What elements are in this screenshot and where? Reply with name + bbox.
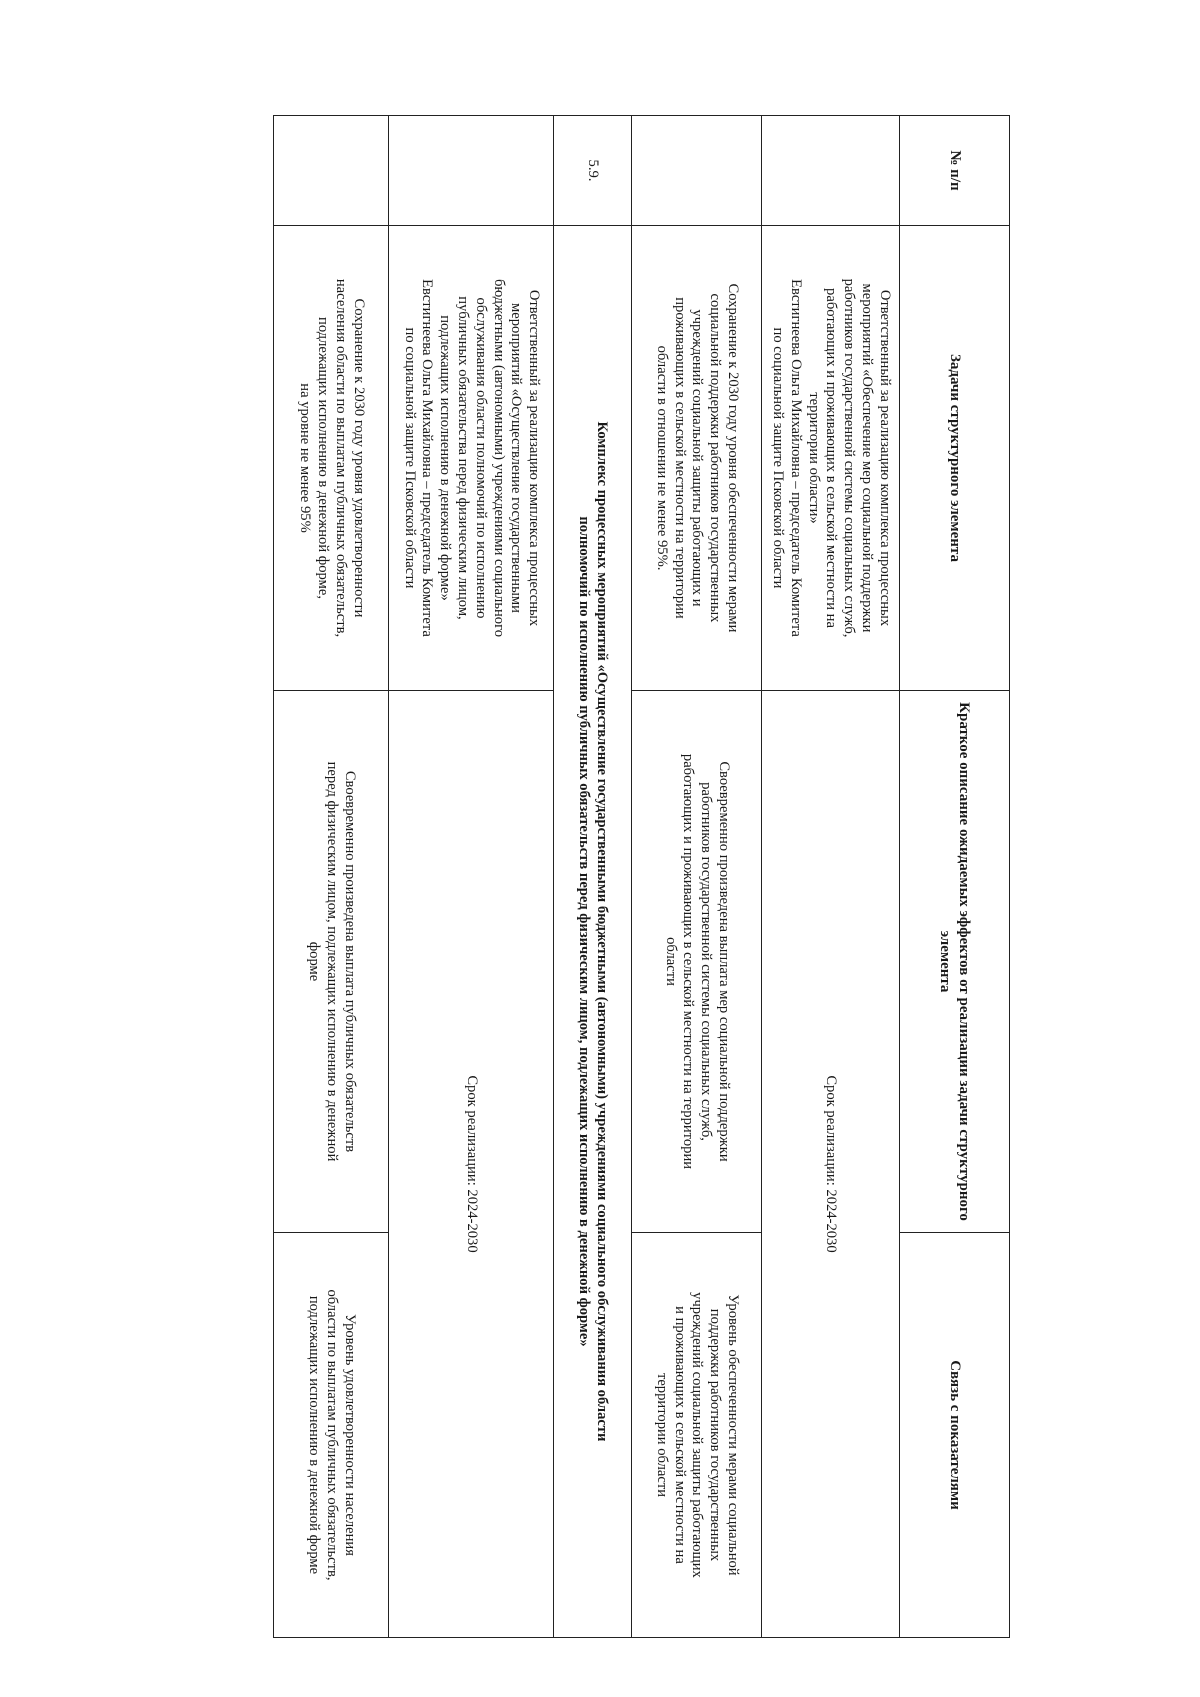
text-line: обслуживания области полномочий по исполнению <box>472 297 489 619</box>
table-row <box>389 116 554 1638</box>
text-line: Своевременно произведена выплата мер социальной поддержки <box>716 761 733 1162</box>
text-line: Уровень удовлетворенности населения <box>341 1314 358 1556</box>
table-header-row <box>900 116 1010 1638</box>
text-line: подлежащих исполнению в денежной форме, <box>315 317 331 599</box>
text-line: проживающих в сельской местности на территории <box>671 297 688 619</box>
text-line: Комплекс процессных мероприятий «Осуществление государственными бюджетными (автономными) учреждениями социального обслуживания области <box>594 421 611 1442</box>
empty-num-cell <box>632 116 762 226</box>
text-line: перед физическим лицом, подлежащих исполнению в денежной <box>323 761 340 1162</box>
text-line: Ответственный за реализацию комплекса процессных <box>526 289 543 627</box>
text-line: Своевременно произведена выплата публичных обязательств <box>341 770 358 1153</box>
text-line: учреждений социальной защиты работающих <box>689 1292 706 1578</box>
text-line: работников государственной системы социальных служб, <box>698 782 715 1141</box>
header-link: Связь с показателями <box>900 1233 1010 1638</box>
text-line: работающих и проживающих в сельской местности на территории <box>680 753 697 1170</box>
text-line: мероприятий «Осуществление государственными <box>508 303 525 613</box>
header-num: № п/п <box>900 116 1010 226</box>
text-line: поддержки работников государственных <box>707 1308 724 1562</box>
structural-elements-table <box>273 115 1010 1638</box>
text-line: территории области <box>653 1372 670 1498</box>
text-line: Евстигнеева Ольга Михайловна – председатель Комитета <box>419 279 436 637</box>
table-row <box>274 116 389 1638</box>
text-line: публичных обязательства перед физическим лицом, <box>455 296 471 620</box>
empty-num-cell <box>274 116 389 226</box>
text-line: Сохранение к 2030 году уровня обеспеченности мерами <box>725 283 741 633</box>
responsible-cell <box>762 226 900 691</box>
text-line: работающих и проживающих в сельской местности на <box>823 288 840 628</box>
text-line: и проживающих в сельской местности на <box>671 1306 688 1564</box>
text-line: подлежащих исполнению в денежной форме» <box>437 315 454 601</box>
section-title <box>554 226 632 1638</box>
text-line: области по выплатам публичных обязательств, <box>323 1289 340 1581</box>
term-cell: Срок реализации: 2024-2030 <box>389 691 554 1638</box>
rotated-document-page <box>274 115 1010 1637</box>
responsible-cell <box>389 226 554 691</box>
task-cell <box>632 226 762 691</box>
text-line: области в отношении не менее 95%. <box>653 345 670 571</box>
text-line: работников государственной системы социальных служб, <box>841 278 858 638</box>
empty-num-cell <box>389 116 554 226</box>
task-cell <box>274 226 389 691</box>
text-line: социальной поддержки работников государственных <box>707 293 724 623</box>
text-line: Уровень обеспеченности мерами социальной <box>725 1294 741 1576</box>
effect-cell <box>632 691 762 1233</box>
header-effect: Краткое описание ожидаемых эффектов от реализации задачи структурного элемента <box>900 691 1010 1233</box>
table-row <box>632 116 762 1638</box>
text-line: полномочий по исполнению публичных обязательств перед физическим лицом, подлежащих исполнению в денежной форме» <box>576 516 593 1347</box>
table-row <box>762 116 900 1638</box>
term-cell: Срок реализации: 2024-2030 <box>762 691 900 1638</box>
text-line: мероприятий «Обеспечение мер социальной поддержки <box>859 283 875 633</box>
link-cell <box>274 1233 389 1638</box>
text-line: Евстигнеева Ольга Михайловна – председатель Комитета <box>787 279 804 637</box>
text-line: учреждений социальной защиты работающих и <box>689 309 706 607</box>
text-line: населения области по выплатам публичных обязательств, <box>332 278 349 638</box>
text-line: области <box>662 937 679 986</box>
text-line: по социальной защите Псковской области <box>770 327 787 589</box>
section-num: 5.9. <box>554 116 632 226</box>
link-cell <box>632 1233 762 1638</box>
text-line: территории области» <box>805 392 822 524</box>
text-line: по социальной защите Псковской области <box>401 327 418 589</box>
empty-num-cell <box>762 116 900 226</box>
text-line: Ответственный за реализацию комплекса процессных <box>876 289 893 627</box>
header-task: Задачи структурного элемента <box>900 226 1010 691</box>
text-line: подлежащих исполнению в денежной форме <box>306 1295 323 1575</box>
text-line: Сохранение к 2030 году уровня удовлетворенности <box>350 298 367 618</box>
text-line: на уровне не менее 95% <box>297 383 314 533</box>
text-line: бюджетными (автономными) учреждениями социального <box>490 278 507 638</box>
effect-cell <box>274 691 389 1233</box>
text-line: форме <box>306 941 323 982</box>
section-row <box>554 116 632 1638</box>
